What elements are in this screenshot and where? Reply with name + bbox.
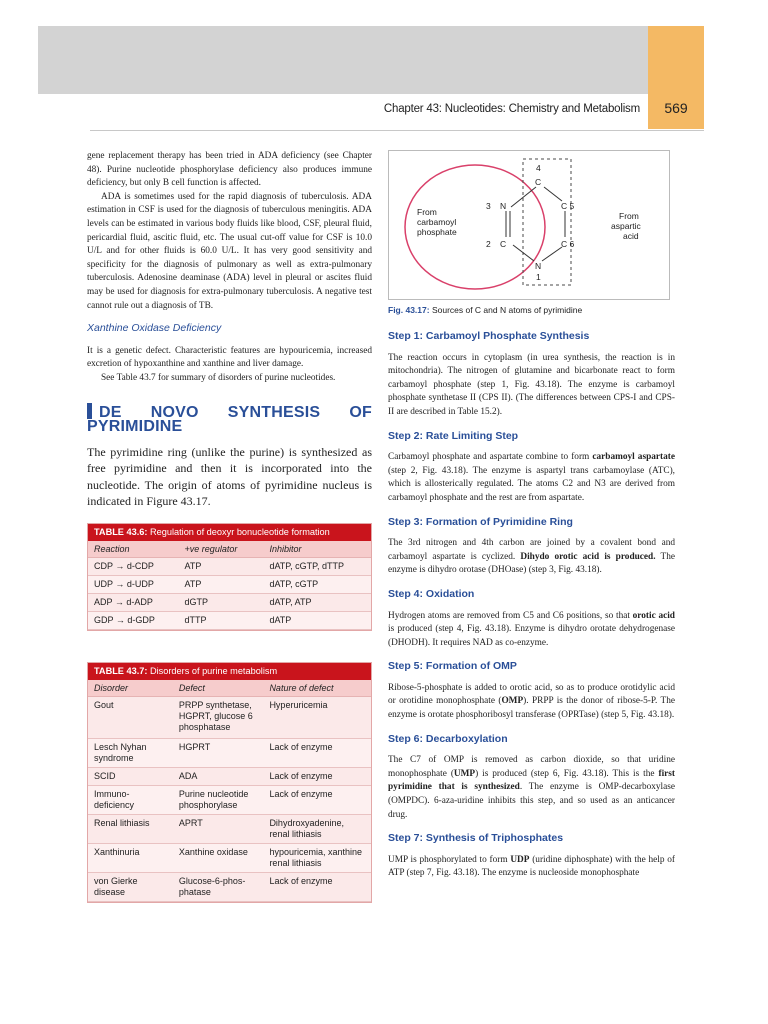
table-row — [88, 786, 371, 815]
step-heading: Step 5: Formation of OMP — [388, 660, 517, 673]
table-cell: dGTP — [179, 594, 264, 612]
atom-c6: C 6 — [561, 239, 575, 249]
table-cell: Purine nucleotide phosphorylase — [173, 786, 264, 815]
pyrimidine-section — [87, 403, 372, 509]
table-cell: APRT — [173, 815, 264, 844]
table-43-6 — [87, 523, 372, 631]
table-row — [88, 697, 371, 739]
table-cell: ATP — [179, 576, 264, 594]
header-band — [38, 26, 648, 94]
column-header: Disorder — [88, 680, 173, 697]
table-row — [88, 815, 371, 844]
table-cell: von Gierke disease — [88, 873, 173, 902]
table-cell: Xanthine oxidase — [173, 844, 264, 873]
table-cell: hypouricemia, xanthine renal lithiasis — [263, 844, 371, 873]
table-cell: Gout — [88, 697, 173, 739]
table-row — [88, 768, 371, 786]
table-cell: dATP, cGTP — [263, 576, 371, 594]
label-line: aspartic — [611, 221, 641, 231]
paragraph: The 3rd nitrogen and 4th carbon are joined by a covalent bond and carbamoyl aspartate is cyclized. Dihydo orotic acid is produced. The enzyme is dihydro orotase (DHOase) (step 3, Fig. 43.18). — [388, 538, 675, 576]
pyrimidine-diagram — [389, 151, 669, 299]
paragraph: Carbamoyl phosphate and aspartate combine to form carbamoyl aspartate (step 2, Fig. 43.18). The enzyme is aspartyl trans carbamoylase (ATC), which is allosterically regulated. The atoms C2 and N3 are derived from carbamoyl phosphate and the rest are from aspartate. — [388, 452, 675, 503]
table-caption-label: TABLE 43.7: — [94, 666, 148, 676]
left-column-top — [87, 150, 372, 313]
atom-c5: C 5 — [561, 201, 575, 211]
atom-n3: N — [500, 201, 507, 211]
step-heading: Step 2: Rate Limiting Step — [388, 429, 519, 442]
table-cell: dTTP — [179, 612, 264, 630]
table-header-row — [88, 680, 371, 697]
right-column-steps — [388, 330, 675, 881]
chapter-title: Chapter 43: Nucleotides: Chemistry and Metabolism — [383, 103, 640, 115]
table-cell: ATP — [179, 558, 264, 576]
table-cell: dATP, cGTP, dTTP — [263, 558, 371, 576]
table-row — [88, 844, 371, 873]
table-cell: Lack of enzyme — [263, 786, 371, 815]
column-header: Inhibitor — [263, 541, 371, 558]
atom-c4: C — [535, 177, 542, 187]
table-caption — [88, 524, 371, 541]
table-caption — [88, 663, 371, 680]
column-header: Defect — [173, 680, 264, 697]
paragraph: It is a genetic defect. Characteristic features are hypouricemia, increased excretion of hypoxanthine and xanthine and liver damage. — [87, 345, 372, 370]
column-header: Nature of defect — [263, 680, 371, 697]
column-header: +ve regulator — [179, 541, 264, 558]
table-header-row — [88, 541, 371, 558]
figure-caption-text: Sources of C and N atoms of pyrimidine — [429, 305, 583, 315]
table-row — [88, 739, 371, 768]
table-caption-text: Disorders of purine metabolism — [147, 666, 278, 676]
table-cell: Immuno-deficiency — [88, 786, 173, 815]
page-number: 569 — [664, 100, 688, 116]
figure-43-17 — [388, 150, 670, 300]
table-cell: UDP → d-UDP — [88, 576, 179, 594]
atom-number: 4 — [536, 163, 541, 173]
sub-heading: Xanthine Oxidase Deficiency — [87, 322, 222, 334]
table-cell: Glucose-6-phos-phatase — [173, 873, 264, 902]
section-heading — [87, 403, 372, 433]
atom-n1: N — [535, 261, 542, 271]
table-row — [88, 873, 371, 902]
header-divider — [90, 130, 704, 131]
table-cell: GDP → d-GDP — [88, 612, 179, 630]
figure-caption-label: Fig. 43.17: — [388, 305, 430, 315]
column-header: Reaction — [88, 541, 179, 558]
table-cell: Renal lithiasis — [88, 815, 173, 844]
atom-number: 3 — [486, 201, 491, 211]
figure-caption — [388, 305, 582, 315]
table-caption-label: TABLE 43.6: — [94, 527, 148, 537]
step-heading: Step 7: Synthesis of Triphosphates — [388, 832, 564, 845]
ring-bonds — [506, 187, 565, 261]
xod-section — [87, 322, 372, 385]
table-row — [88, 594, 371, 612]
table-cell: Dihydroxyadenine, renal lithiasis — [263, 815, 371, 844]
step-heading: Step 4: Oxidation — [388, 587, 475, 600]
paragraph: Ribose-5-phosphate is added to orotic acid, so as to produce orotidylic acid or orotidine monophosphate (OMP). PRPP is the donor of ribose-5-P. The enzyme is orotate phosphoribosyl transferase (OPRTase) (step 5, Fig. 43.18). — [388, 682, 675, 721]
paragraph: See Table 43.7 for summary of disorders of purine nucleotides. — [101, 372, 336, 383]
table-cell: HGPRT — [173, 739, 264, 768]
label-line: carbamoyl — [417, 217, 457, 227]
label-line: From — [619, 211, 639, 221]
table-cell: Lack of enzyme — [263, 873, 371, 902]
table-cell: SCID — [88, 768, 173, 786]
table-cell: dATP, ATP — [263, 594, 371, 612]
atom-c2: C — [500, 239, 507, 249]
label-line: From — [417, 207, 437, 217]
section-marker — [87, 403, 92, 419]
paragraph: ADA is sometimes used for the rapid diagnosis of tuberculosis. ADA estimation in CSF is used for the diagnosis of tuberculous meningitis. ADA levels can be estimated in various body fluids like blood, CSF, pleural fluid, pericardial fluid, ascitic fluid, etc. The usual cut-off value for CSF is 10.0 U/L and for other fluids is 60.0 U/L. It has very good sensitivity and specificity for the diagnosis of pulmonary as well as extra-pulmonary tuberculosis. Adenosine deaminase (ADA) level in pleural or ascites fluid may be used for diagnosis for extra-pulmonary tuberculosis. A negative test cannot rule out a diagnosis of TB. — [87, 191, 372, 311]
table-row — [88, 612, 371, 630]
table-row — [88, 558, 371, 576]
table-cell: Lack of enzyme — [263, 739, 371, 768]
paragraph: gene replacement therapy has been tried in ADA deficiency (see Chapter 48). Purine nucleotide phosphorylase deficiency also produces immune deficiency, but only B cell function is affected. — [87, 151, 372, 189]
section-heading-text: DE NOVO SYNTHESIS OF PYRIMIDINE — [87, 404, 372, 435]
paragraph: UMP is phosphorylated to form UDP (uridine diphosphate) with the help of ATP (step 7, Fig. 43.18). The enzyme is nucleoside monophosphate — [388, 854, 675, 879]
step-heading: Step 6: Decarboxylation — [388, 732, 508, 745]
label-line: phosphate — [417, 227, 457, 237]
table-cell: Lack of enzyme — [263, 768, 371, 786]
table-cell: Lesch Nyhan syndrome — [88, 739, 173, 768]
table-43-7 — [87, 662, 372, 903]
table-caption-text: Regulation of deoxyr bonucleotide formation — [147, 527, 330, 537]
table-row — [88, 576, 371, 594]
table-cell: ADA — [173, 768, 264, 786]
label-line: acid — [623, 231, 639, 241]
table-cell: ADP → d-ADP — [88, 594, 179, 612]
atom-number: 2 — [486, 239, 491, 249]
paragraph: Hydrogen atoms are removed from C5 and C6 positions, so that orotic acid is produced (step 4, Fig. 43.18). Enzyme is dihydro orotate dehydrogenase (DHODH). It requires NAD as co-enzyme. — [388, 610, 675, 648]
paragraph: The pyrimidine ring (unlike the purine) is synthesized as free pyrimidine and then it is incorporated into the nucleotide. The origin of atoms of pyrimidine nucleus is indicated in Figure 43.17. — [87, 445, 372, 508]
atom-number: 1 — [536, 272, 541, 282]
paragraph: The C7 of OMP is removed as carbon dioxide, so that uridine monophosphate (UMP) is produced (step 6, Fig. 43.18). This is the first pyrimidine that is synthesized. The enzyme is OMP-decarboxylase (OMPDC). 6-aza-uridine inhibits this step, and so used as an anticancer drug. — [388, 755, 676, 820]
paragraph: The reaction occurs in cytoplasm (in urea synthesis, the reaction is in mitochondria). The nitrogen of glutamine and bicarbonate react to form carbamoyl phosphate (step 1, Fig. 43.18). The enzyme is carbamoyl phosphate synthetase II (CPS II). (The differences between CPS-I and CPS-II are described in Table 15.2). — [388, 352, 675, 417]
table-cell: PRPP synthetase, HGPRT, glucose 6 phosphatase — [173, 697, 264, 739]
table-cell: dATP — [263, 612, 371, 630]
step-heading: Step 1: Carbamoyl Phosphate Synthesis — [388, 330, 590, 342]
table-cell: Hyperuricemia — [263, 697, 371, 739]
step-heading: Step 3: Formation of Pyrimidine Ring — [388, 515, 573, 528]
table-cell: CDP → d-CDP — [88, 558, 179, 576]
table-cell: Xanthinuria — [88, 844, 173, 873]
